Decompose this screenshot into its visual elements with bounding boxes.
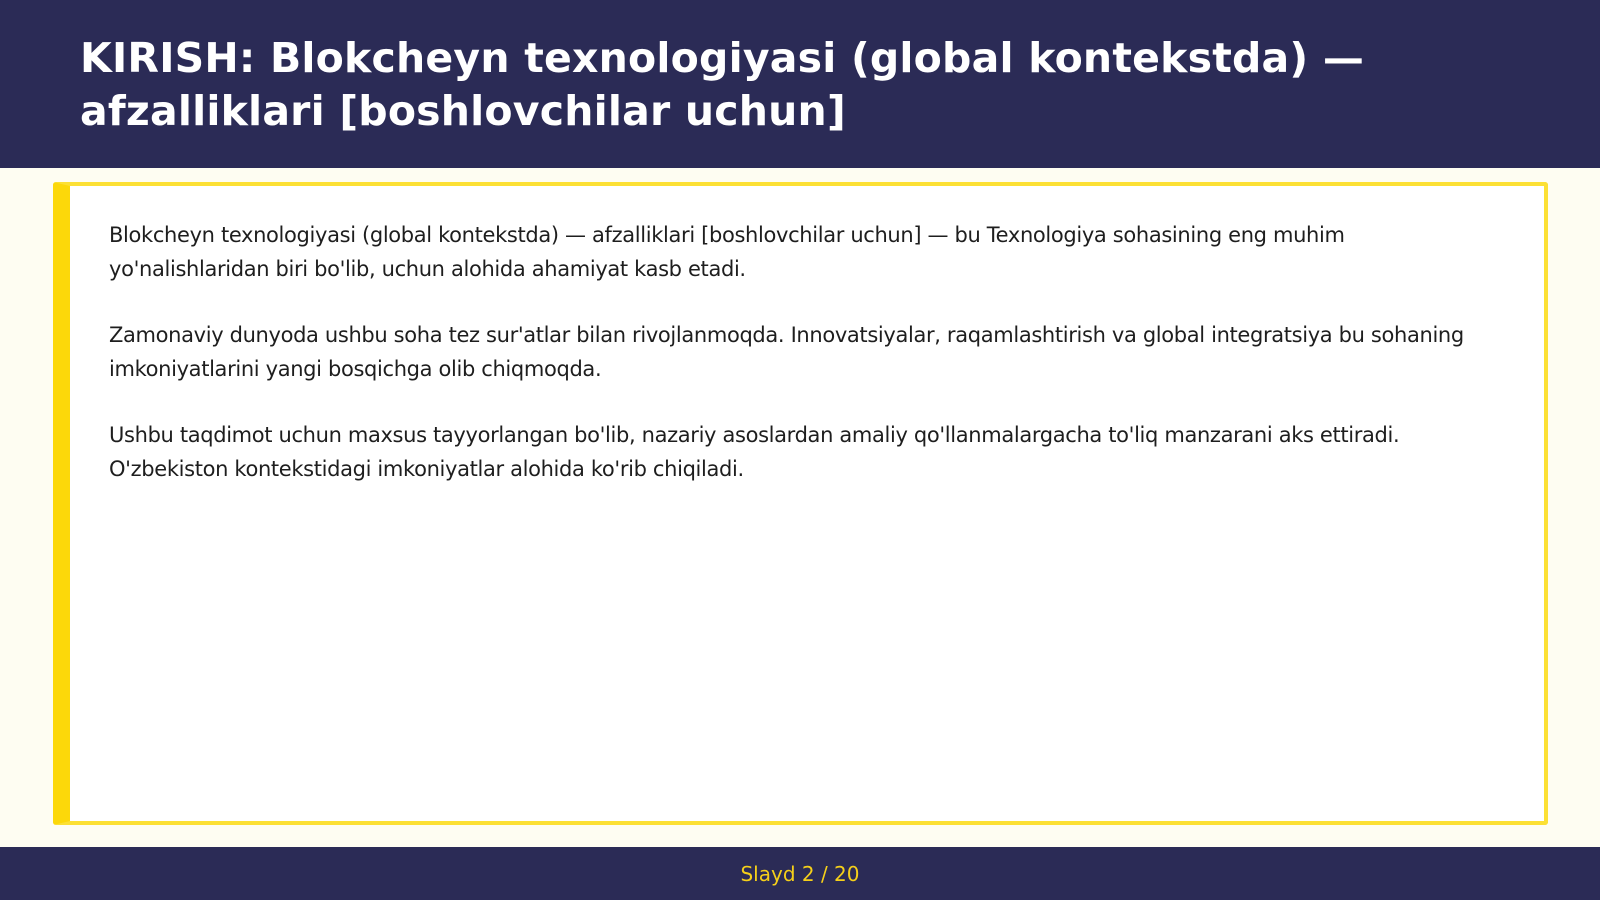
slide-counter: Slayd 2 / 20	[740, 861, 860, 886]
paragraph-intro: Blokcheyn texnologiyasi (global kontekstda) — afzalliklari [boshlovchilar uchun] — bu Texnologiya sohasining eng muhim yo'nalishlaridan biri bo'lib, uchun alohida ahamiyat kasb etadi.	[109, 223, 1345, 281]
slide-footer	[0, 847, 1600, 900]
slide-header	[0, 0, 1600, 168]
paragraph-presentation: Ushbu taqdimot uchun maxsus tayyorlangan bo'lib, nazariy asoslardan amaliy qo'llanmalargacha to'liq manzarani aks ettiradi. O'zbekiston kontekstidagi imkoniyatlar alohida ko'rib chiqiladi.	[109, 423, 1400, 481]
slide-title: KIRISH: Blokcheyn texnologiyasi (global kontekstda) — afzalliklari [boshlovchilar uchun]	[80, 34, 1365, 135]
content-card	[53, 182, 1548, 825]
paragraph-modern-world: Zamonaviy dunyoda ushbu soha tez sur'atlar bilan rivojlanmoqda. Innovatsiyalar, raqamlashtirish va global integratsiya bu sohaning imkoniyatlarini yangi bosqichga olib chiqmoqda.	[109, 323, 1464, 381]
